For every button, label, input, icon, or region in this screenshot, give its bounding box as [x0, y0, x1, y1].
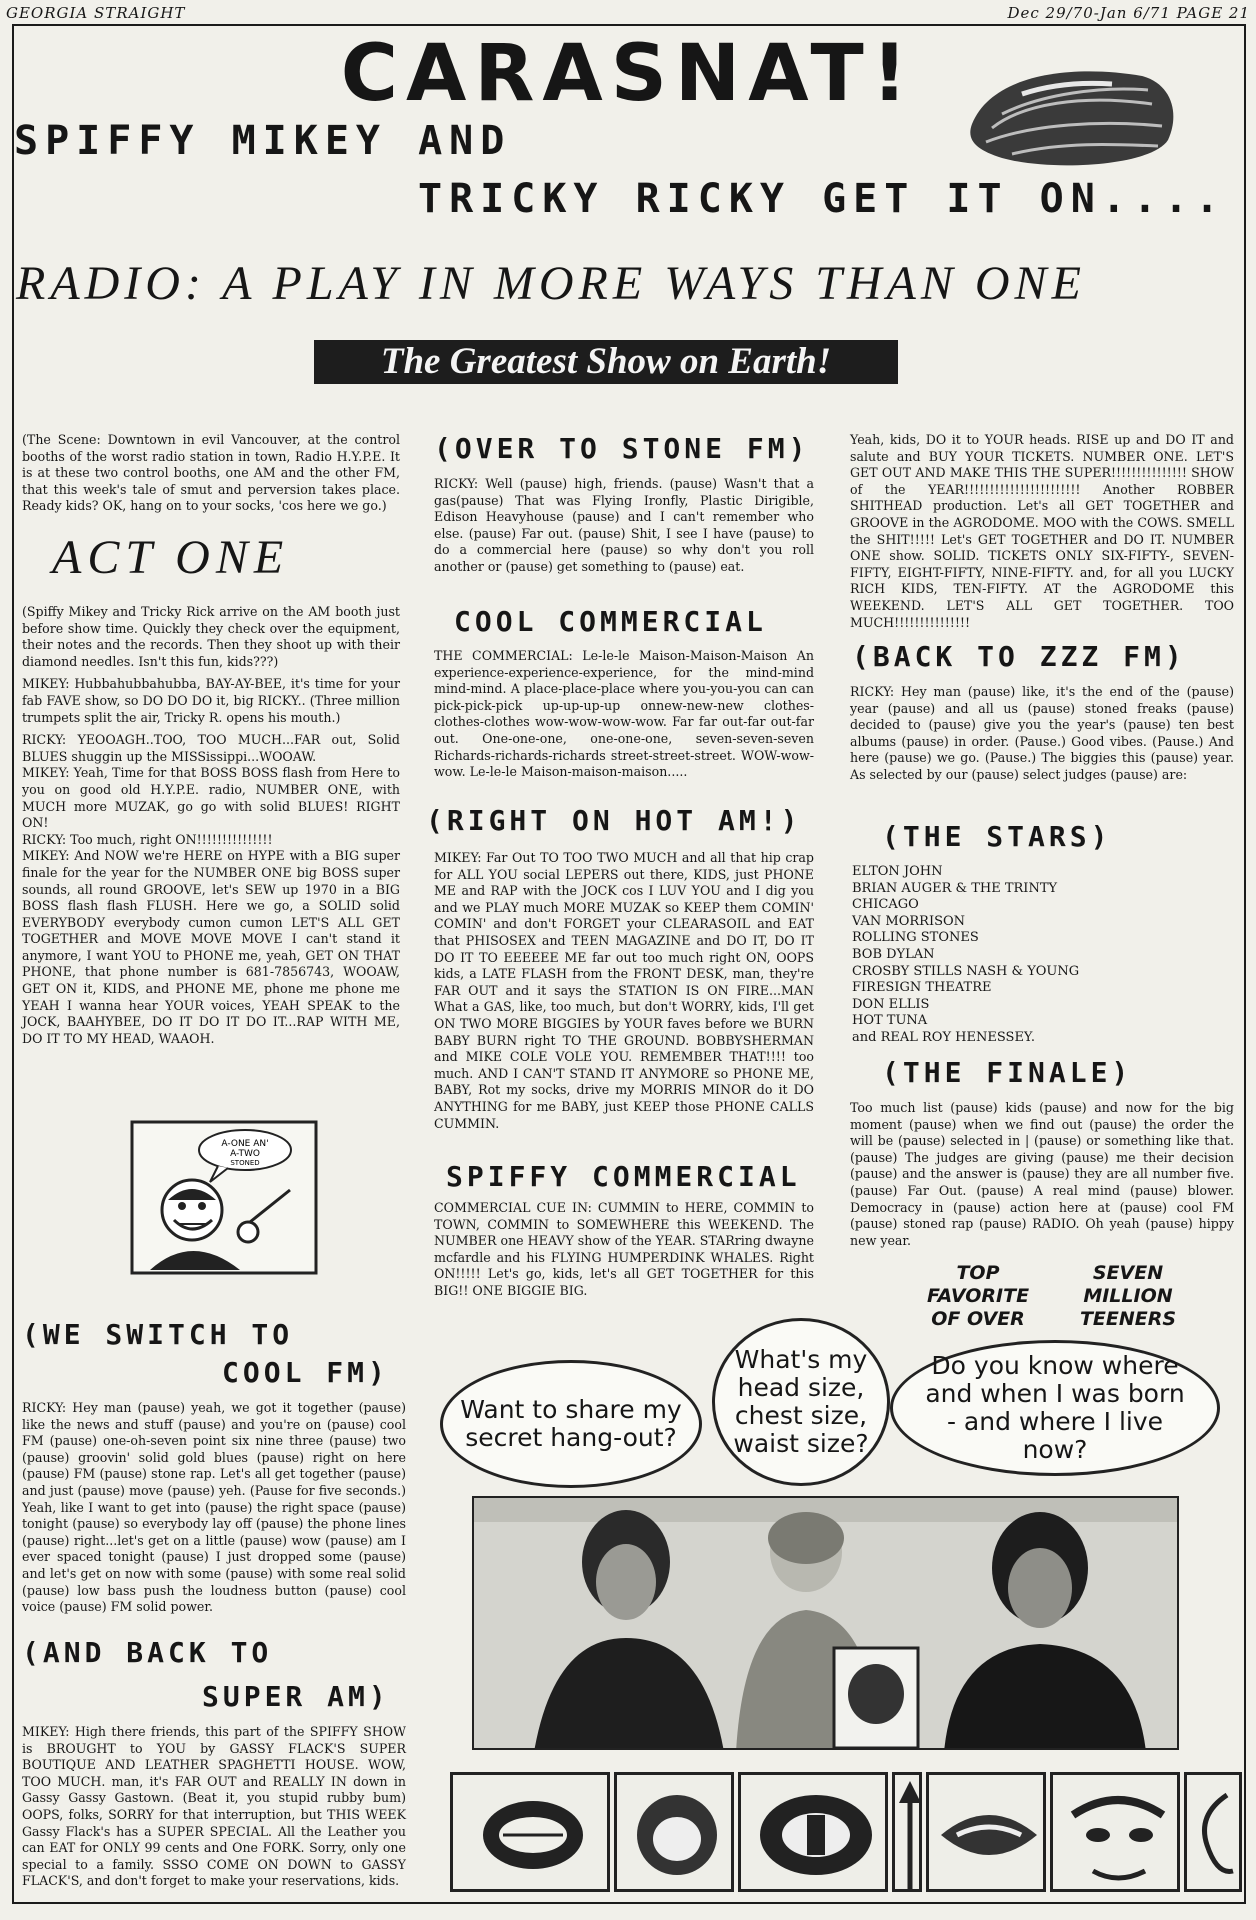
promo-line: FAVORITE [926, 1285, 1030, 1307]
headline-sub2: TRICKY RICKY GET IT ON.... [418, 176, 1227, 222]
col3-para-3: Too much list (pause) kids (pause) and now for the big moment (pause) when we find out (pause) the order the will be (pause) selected in | (pause) or something like that. (pause) The judges are giving (pause) me their decision (pause) and the answer is (pause) they are all number five. (pause) Far Out. (pause) A real mind (pause) blower. Democracy in (pause) action here at (pause) cool FM (pause) stoned rap (pause) RADIO. Oh yeah (pause) hippy new year. [850, 1100, 1234, 1248]
col1-para-1: MIKEY: Hubbahubbahubba, BAY-AY-BEE, it's time for your fab FAVE show, so DO DO DO it, big RICKY.. (Three million trumpets split the air, Tricky R. opens his mouth.) [22, 676, 400, 725]
dj-photo [472, 1496, 1179, 1750]
col2-para-4: COMMERCIAL CUE IN: CUMMIN to HERE, COMMIN to TOWN, COMMIN to SOMEWHERE this WEEKEND. The NUMBER one HEAVY show of the YEAR. STARring dwayne mcfardle and his FLYING HUMPERDINK WHALES. Right ON!!!!! Let's go, kids, let's all GET TOGETHER for this BIG!! ONE BIGGIE BIG. [434, 1200, 814, 1298]
right-on-hot-am-heading: (RIGHT ON HOT AM!) [426, 804, 802, 837]
we-switch-heading-1: (WE SWITCH TO [22, 1318, 294, 1351]
star-item: CHICAGO [852, 897, 919, 913]
the-stars-heading: (THE STARS) [882, 820, 1112, 853]
star-item: VAN MORRISON [852, 913, 966, 929]
column-1-top [22, 432, 400, 521]
star-item: and REAL ROY HENESSEY. [852, 1029, 1035, 1045]
running-head-left: GEORGIA STRAIGHT [6, 4, 186, 22]
star-item: DON ELLIS [852, 996, 930, 1012]
col3-para-1: Yeah, kids, DO it to YOUR heads. RISE up and DO IT and salute and BUY YOUR TICKETS. NUMBER ONE. LET'S GET OUT AND MAKE THIS THE SUPER!!!!!!!!!!!!!!! SHOW of the YEAR!!!!!!!!!!!!!!!!!!!!!!! Another ROBBER SHITHEAD production. Let's all GET TOGETHER and GROOVE in the AGRODOME. MOO with the COWS. SMELL the SHIT!!!!! Let's GET TOGETHER and DO IT. NUMBER ONE show. SOLID. TICKETS ONLY SIX-FIFTY-, SEVEN-FIFTY, EIGHT-FIFTY, NINE-FIFTY. and, for all you LUCKY RICH KIDS, TEN-FIFTY. AT the AGRODOME this WEEKEND. LET'S ALL GET TOGETHER. TOO MUCH!!!!!!!!!!!!!!! [850, 432, 1234, 630]
speech-bubble-2: What's my head size, chest size, waist size? [712, 1318, 890, 1486]
we-switch-heading-2: COOL FM) [222, 1356, 389, 1389]
and-back-heading-1: (AND BACK TO [22, 1636, 273, 1669]
star-item: ROLLING STONES [852, 930, 979, 946]
mouth-drawing-4 [926, 1772, 1046, 1892]
star-item: ELTON JOHN [852, 864, 943, 879]
and-back-heading-2: SUPER AM) [202, 1680, 390, 1713]
dj-photo-illustration [474, 1498, 1179, 1750]
stars-list [852, 864, 1232, 1047]
column-1-body [22, 604, 400, 1053]
bottom-para-1: RICKY: Hey man (pause) yeah, we got it together (pause) like the news and stuff (pause) and you're on (pause) cool FM (pause) one-oh-seven point six nine three (pause) two (pause) groovin' solid gold blues (pause) right on here (pause) FM (pause) stone rap. Let's all get together (pause) and just (pause) move (pause) yeh. (Pause for five seconds.) Yeah, like I want to get into (pause) the right space (pause) tonight (pause) so everybody lay off (pause) the phone lines (pause) right...let's get on a little (pause) wow (pause) am I ever spaced tonight (pause) I just dropped some (pause) and let's get on now with some (pause) with some real solid (pause) low bass push the loudness button (pause) cool voice (pause) FM solid power. [22, 1400, 406, 1615]
column-2-part-2 [434, 648, 814, 787]
rock-illustration [962, 54, 1184, 174]
speech-bubble-3: Do you know where and when I was born - and where I live now? [890, 1340, 1220, 1476]
promo-left [918, 1262, 1038, 1331]
svg-text:A-TWO: A-TWO [230, 1149, 260, 1159]
col1-para-4: RICKY: Too much, right ON!!!!!!!!!!!!!!! [22, 831, 273, 847]
arrow-drawing [892, 1772, 922, 1892]
col2-para-1: RICKY: Well (pause) high, friends. (pause) Wasn't that a gas(pause) That was Flying Ironfly, Plastic Dirigible, Edison Heavyhouse (pause) and I can't remember who else. (pause) Far out. (pause) Shit, I see I have (pause) to do a commercial here (pause) so why don't you roll another or (pause) get something to (pause) eat. [434, 476, 814, 574]
star-item: HOT TUNA [852, 1013, 928, 1029]
column-3-part-3 [850, 1100, 1234, 1255]
back-to-zzz-fm-heading: (BACK TO ZZZ FM) [852, 640, 1186, 673]
promo-line: TOP [956, 1262, 1000, 1284]
column-2-part-1 [434, 476, 814, 582]
column-3-part-2 [850, 684, 1234, 790]
act-one-heading: ACT ONE [52, 531, 290, 584]
mouth-drawing-1 [450, 1772, 610, 1892]
star-item: FIRESIGN THEATRE [852, 980, 992, 996]
conductor-cartoon [130, 1120, 318, 1275]
promo-line: SEVEN [1092, 1262, 1164, 1284]
bottom-para-2: MIKEY: High there friends, this part of the SPIFFY SHOW is BROUGHT to YOU by GASSY FLACK'S SUPER BOUTIQUE AND LEATHER SPAGHETTI HOUSE. WOW, TOO MUCH. man, it's FAR OUT and REALLY IN down in Gassy Gassy Gastown. (Beat it, you stupid rubby bum) OOPS, folks, SORRY for that interruption, but THIS WEEK Gassy Flack's has a SUPER SPECIAL. All the Leather you can EAT for ONLY 99 cents and One FORK. Sorry, only one special to a family. SSSO COME ON DOWN to GASSY FLACK'S, and don't forget to make your reservations, kids. [22, 1724, 406, 1889]
ear-drawing-6 [1184, 1772, 1242, 1892]
bottom-left-part-1 [22, 1400, 406, 1622]
promo-line: OF OVER [931, 1308, 1025, 1330]
col3-para-2: RICKY: Hey man (pause) like, it's the end of the (pause) year (pause) and all us (pause) stoned freaks (pause) decided to (pause) give you the year's (pause) ten best albums (pause) in order. (Pause.) Good vibes. (Pause.) And here (pause) we go. (Pause.) The biggies this (pause) year. As selected by our (pause) select judges (pause) are: [850, 684, 1234, 782]
promo-right [1068, 1262, 1188, 1331]
col2-para-3: MIKEY: Far Out TO TOO TWO MUCH and all that hip crap for ALL YOU social LEPERS out there, KIDS, just PHONE ME and RAP with the JOCK cos I LUV YOU and I dig you and we PLAY much MORE MUZAK so KEEP them COMIN' COMIN' and don't FORGET your CLEARASOIL and EAT that PHISOSEX and TEEN MAGAZINE and DO IT, DO IT DO IT TO EEEEEE ME far out too much right ON, OOPS kids, a LATE FLASH from the FRONT DESK, man, they're FAR OUT and it says the STATION IS ON FIRE...MAN What a GAS, like, too much, but don't WORRY, kids, I'll get ON TWO MORE BIGGIES by YOUR faves before we BURN BABY BURN right TO THE GROUND. BOBBYSHERMAN and MIKE COLE VOLE YOU. REMEMBER THAT!!!! too much. AND I CAN'T STAND IT ANYMORE so PHONE ME, BABY, Rot my socks, drive my MORRIS MINOR do it DO ANYTHING for me BABY, just KEEP those PHONE CALLS CUMMIN. [434, 850, 814, 1131]
star-item: CROSBY STILLS NASH & YOUNG [852, 963, 1080, 979]
promo-line: MILLION [1083, 1285, 1173, 1307]
headline-radio: RADIO: A PLAY IN MORE WAYS THAN ONE [16, 257, 1086, 310]
headline-sub1: SPIFFY MIKEY AND [14, 118, 512, 164]
col1-para-2: RICKY: YEOOAGH..TOO, TOO MUCH...FAR out, Solid BLUES shuggin up the MISSissippi...WOOAW. [22, 732, 400, 764]
headline-banner: The Greatest Show on Earth! [314, 340, 898, 384]
mouth-drawing-3 [738, 1772, 888, 1892]
act-intro: (Spiffy Mikey and Tricky Rick arrive on the AM booth just before show time. Quickly they check over the equipment, their notes and the records. Then they shoot up with their diamond needles. Isn't this fun, kids???) [22, 604, 400, 669]
star-item: BOB DYLAN [852, 946, 935, 962]
col1-para-3: MIKEY: Yeah, Time for that BOSS BOSS flash from Here to you on good old H.Y.P.E. radio, NUMBER ONE, with MUCH more MUZAK, go go with solid BLUES! RIGHT ON! [22, 765, 400, 831]
column-2-part-4 [434, 1200, 814, 1306]
column-3-part-1 [850, 432, 1234, 637]
headline-title: CARASNAT! [340, 29, 916, 119]
bottom-left-part-2 [22, 1724, 406, 1896]
spiffy-commercial-heading: SPIFFY COMMERCIAL [446, 1160, 801, 1193]
col1-para-5: MIKEY: And NOW we're HERE on HYPE with a BIG super finale for the year for the NUMBER ONE big BOSS super sounds, all round GROOVE, let's SEW up 1970 in a BIG BOSS flash flash FLUSH. Here we go, a SOLID solid EVERYBODY everybody cumon cumon LET'S ALL GET TOGETHER and MOVE MOVE MOVE I can't stand it anymore, I want YOU to PHONE me, yeah, GET ON THAT PHONE, that phone number is 681-7856743, WOOAW, GET ON it, KIDS, and PHONE ME, phone me phone me YEAH I wanna hear YOUR voices, YEAH SPEAK to the JOCK, BAAHYBEE, DO IT DO IT DO IT...RAP WITH ME, DO IT TO MY HEAD, WAAOH. [22, 848, 400, 1046]
speech-bubble-1: Want to share my secret hang-out? [440, 1360, 702, 1488]
cool-commercial-heading: COOL COMMERCIAL [454, 605, 767, 638]
svg-text:STONED: STONED [230, 1159, 260, 1167]
promo-line: TEENERS [1079, 1308, 1177, 1330]
running-head-right: Dec 29/70-Jan 6/71 PAGE 21 [1007, 4, 1250, 22]
mouth-drawing-2 [614, 1772, 734, 1892]
scene-intro: (The Scene: Downtown in evil Vancouver, at the control booths of the worst radio station in town, Radio H.Y.P.E. It is at these two control booths, one AM and the other FM, that this week's tale of smut and perversion takes place. Ready kids? OK, hang on to your socks, 'cos here we go.) [22, 432, 400, 514]
cartoon-caption: A-ONE AN' [221, 1139, 269, 1149]
col2-para-2: THE COMMERCIAL: Le-le-le Maison-Maison-Maison An experience-experience-experience, for the mind-mind mind-mind. A place-place-place where you-you-you can can pick-pick-pick up-up-up-up onnew-new-new clothes-clothes-clothes wow-wow-wow-wow. Far far out-far out-far out. One-one-one, one-one-one, seven-seven-seven Richards-richards-richards street-street-street. WOW-wow-wow. Le-le-le Maison-maison-maison..... [434, 648, 814, 780]
over-to-stone-fm-heading: (OVER TO STONE FM) [434, 432, 810, 465]
column-2-part-3 [434, 850, 814, 1138]
star-item: BRIAN AUGER & THE TRINTY [852, 880, 1058, 896]
face-drawing-5 [1050, 1772, 1180, 1892]
the-finale-heading: (THE FINALE) [882, 1056, 1133, 1089]
